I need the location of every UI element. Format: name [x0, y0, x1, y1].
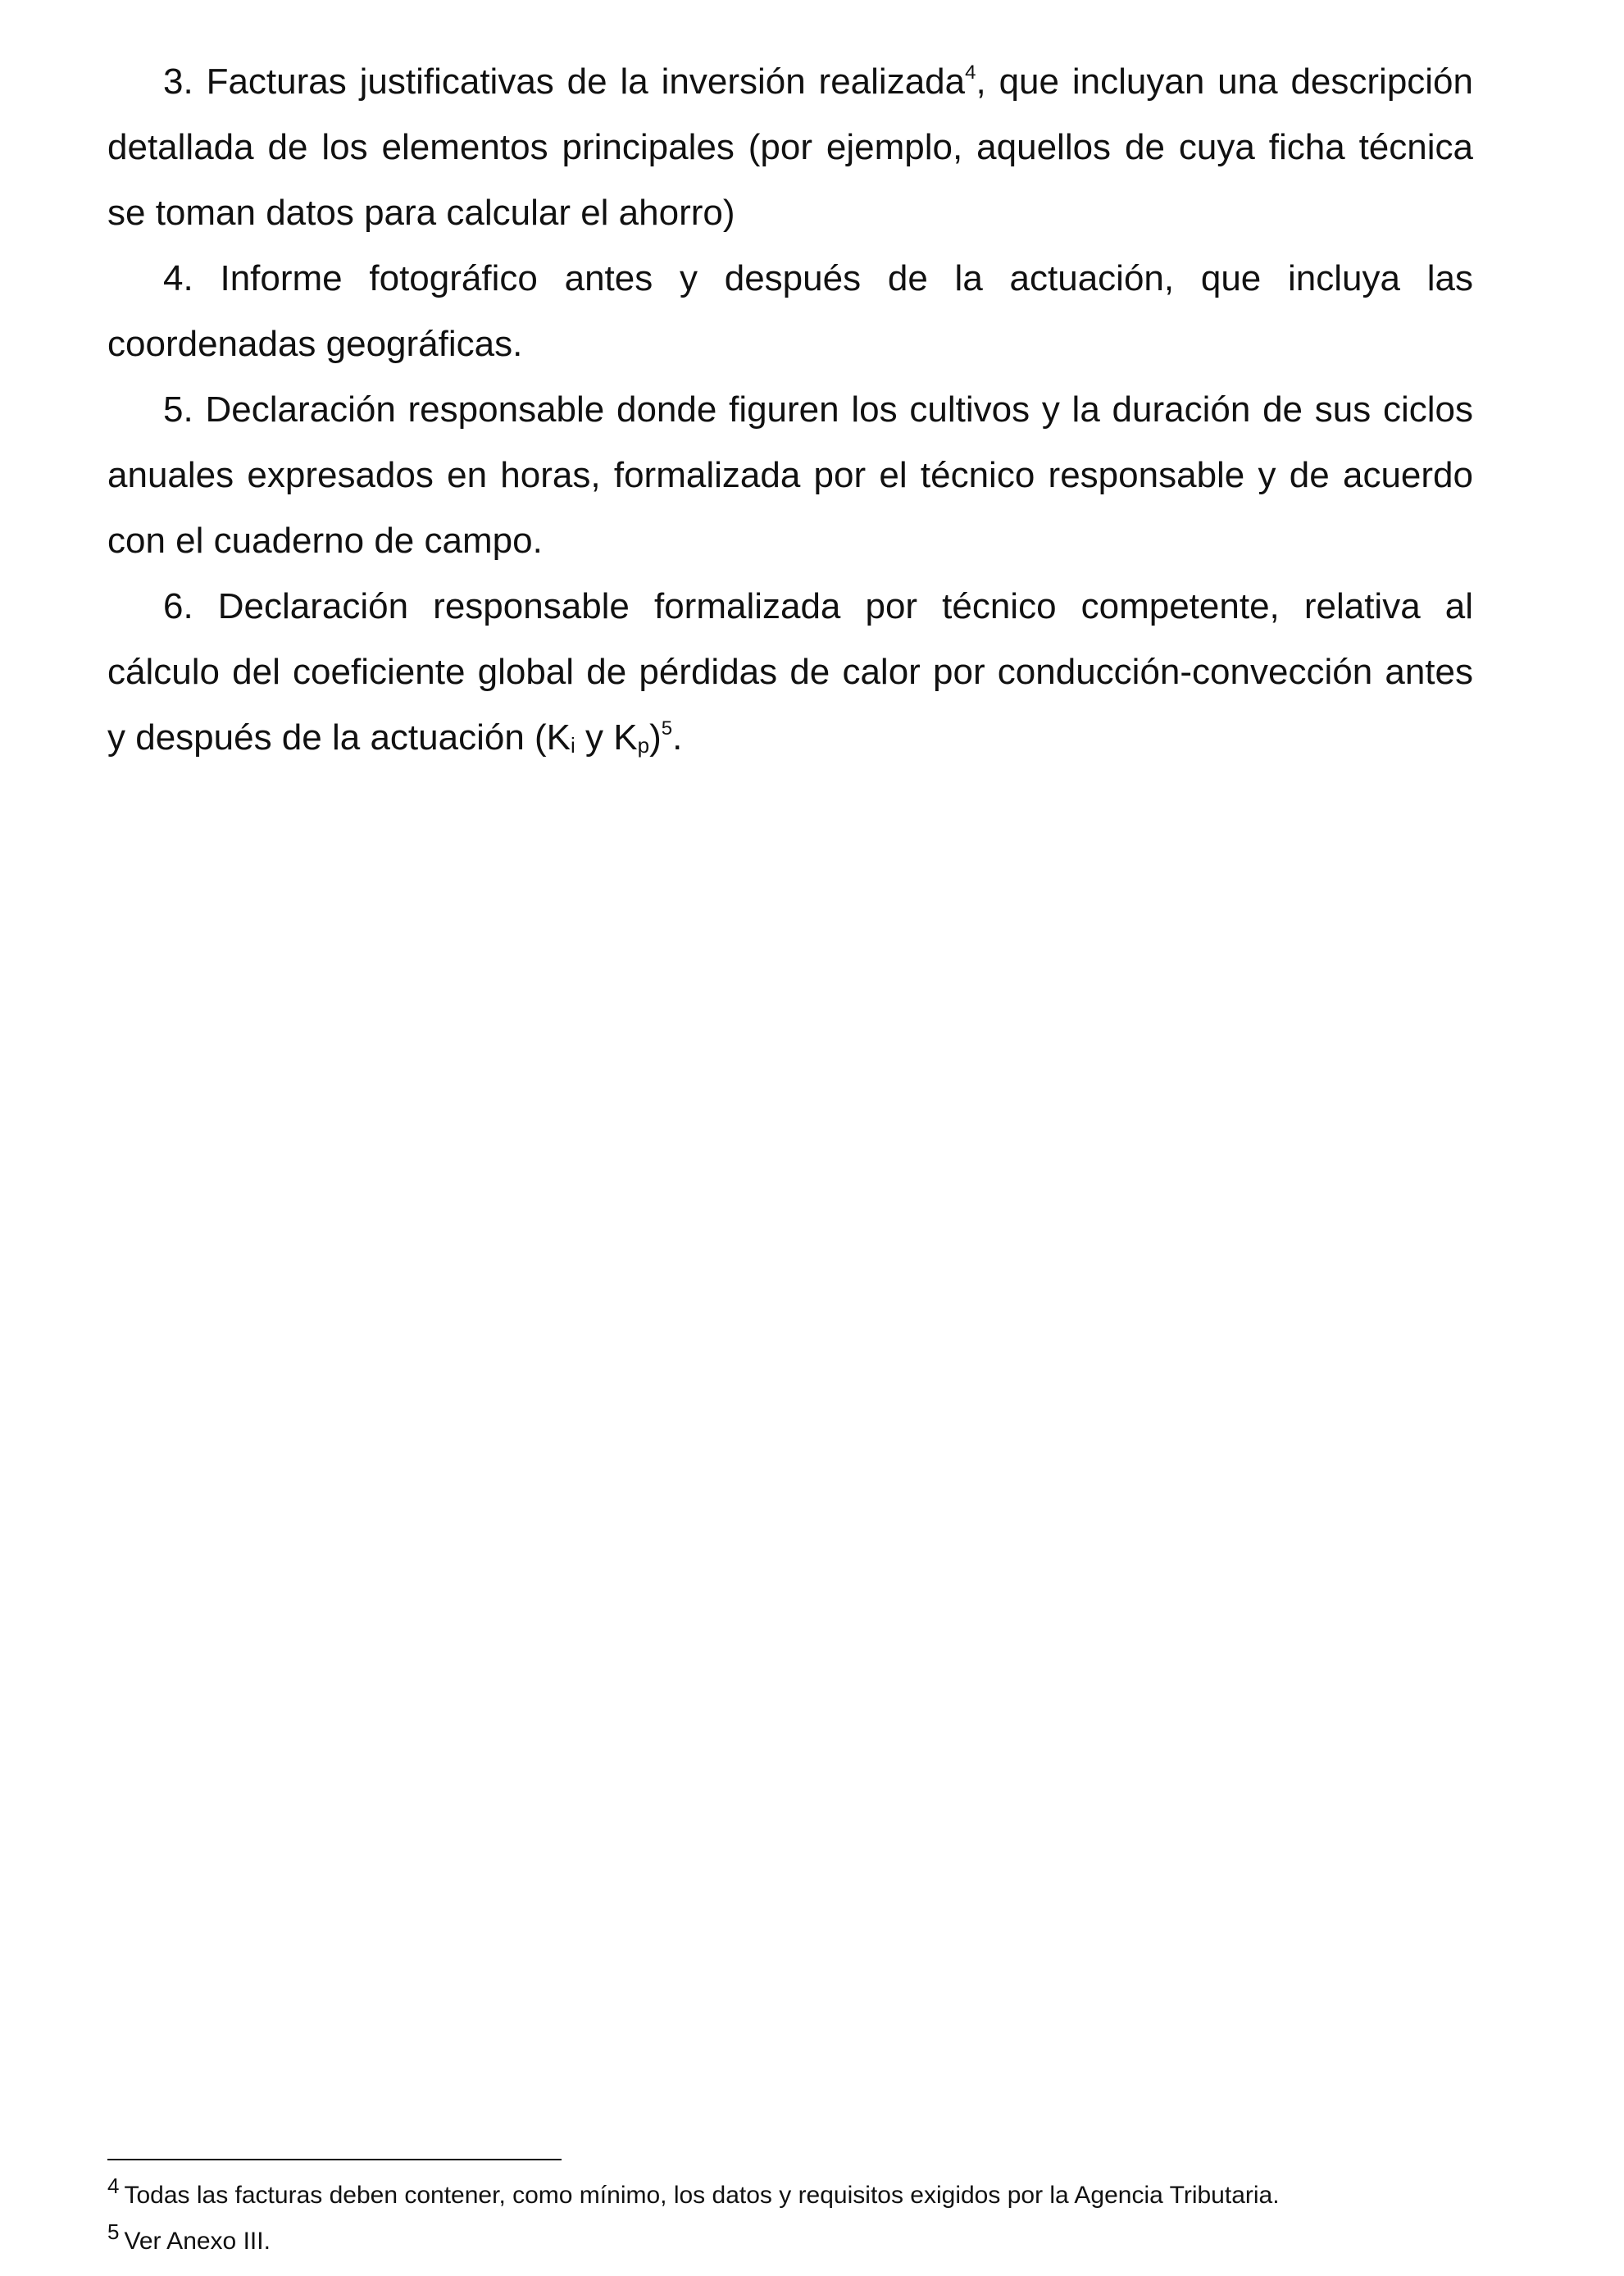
- subscript-i: i: [571, 733, 575, 758]
- list-item-4: [107, 246, 1473, 377]
- list-item-6: [107, 574, 1473, 771]
- list-item-5: [107, 377, 1473, 574]
- footnote-text: Ver Anexo III.: [124, 2228, 271, 2255]
- item-text-end: .: [672, 717, 683, 758]
- subscript-p: p: [637, 733, 650, 758]
- footnote-mark: 5: [107, 2219, 120, 2244]
- item-text: Facturas justificativas de la inversión realizada: [206, 61, 966, 102]
- item-number: 5.: [163, 389, 193, 430]
- footnotes: [107, 2173, 1501, 2265]
- footnote-separator: [107, 2159, 562, 2160]
- item-number: 6.: [163, 586, 193, 626]
- requirements-list: [107, 49, 1473, 771]
- item-text-paren: ): [649, 717, 662, 758]
- item-text-mid: y K: [575, 717, 638, 758]
- item-text: Declaración responsable formalizada por técnico competente, relativa al cálculo del coeficiente global de pérdidas de calor por conducción-convección antes y después de la actuación (K: [107, 586, 1473, 758]
- footnote-4: [107, 2173, 1501, 2219]
- footnote-mark: 4: [107, 2174, 120, 2198]
- item-text-continued: , que incluyan una descripción detallada de los elementos principales (por ejemplo, aquellos de cuya ficha técnica se toman datos para calcular el ahorro): [107, 61, 1474, 233]
- item-number: 4.: [163, 258, 193, 298]
- footnote-5: [107, 2219, 1501, 2265]
- list-item-3: [107, 49, 1473, 246]
- item-text: Declaración responsable donde figuren los cultivos y la duración de sus ciclos anuales expresados en horas, formalizada por el técnico responsable y de acuerdo con el cuaderno de campo.: [107, 389, 1473, 561]
- footnote-ref-5[interactable]: 5: [661, 717, 673, 740]
- item-number: 3.: [163, 61, 193, 102]
- item-text: Informe fotográfico antes y después de la actuación, que incluya las coordenadas geográficas.: [107, 258, 1473, 364]
- footnote-text: Todas las facturas deben contener, como mínimo, los datos y requisitos exigidos por la Agencia Tributaria.: [124, 2182, 1280, 2209]
- footnote-ref-4[interactable]: 4: [965, 61, 976, 84]
